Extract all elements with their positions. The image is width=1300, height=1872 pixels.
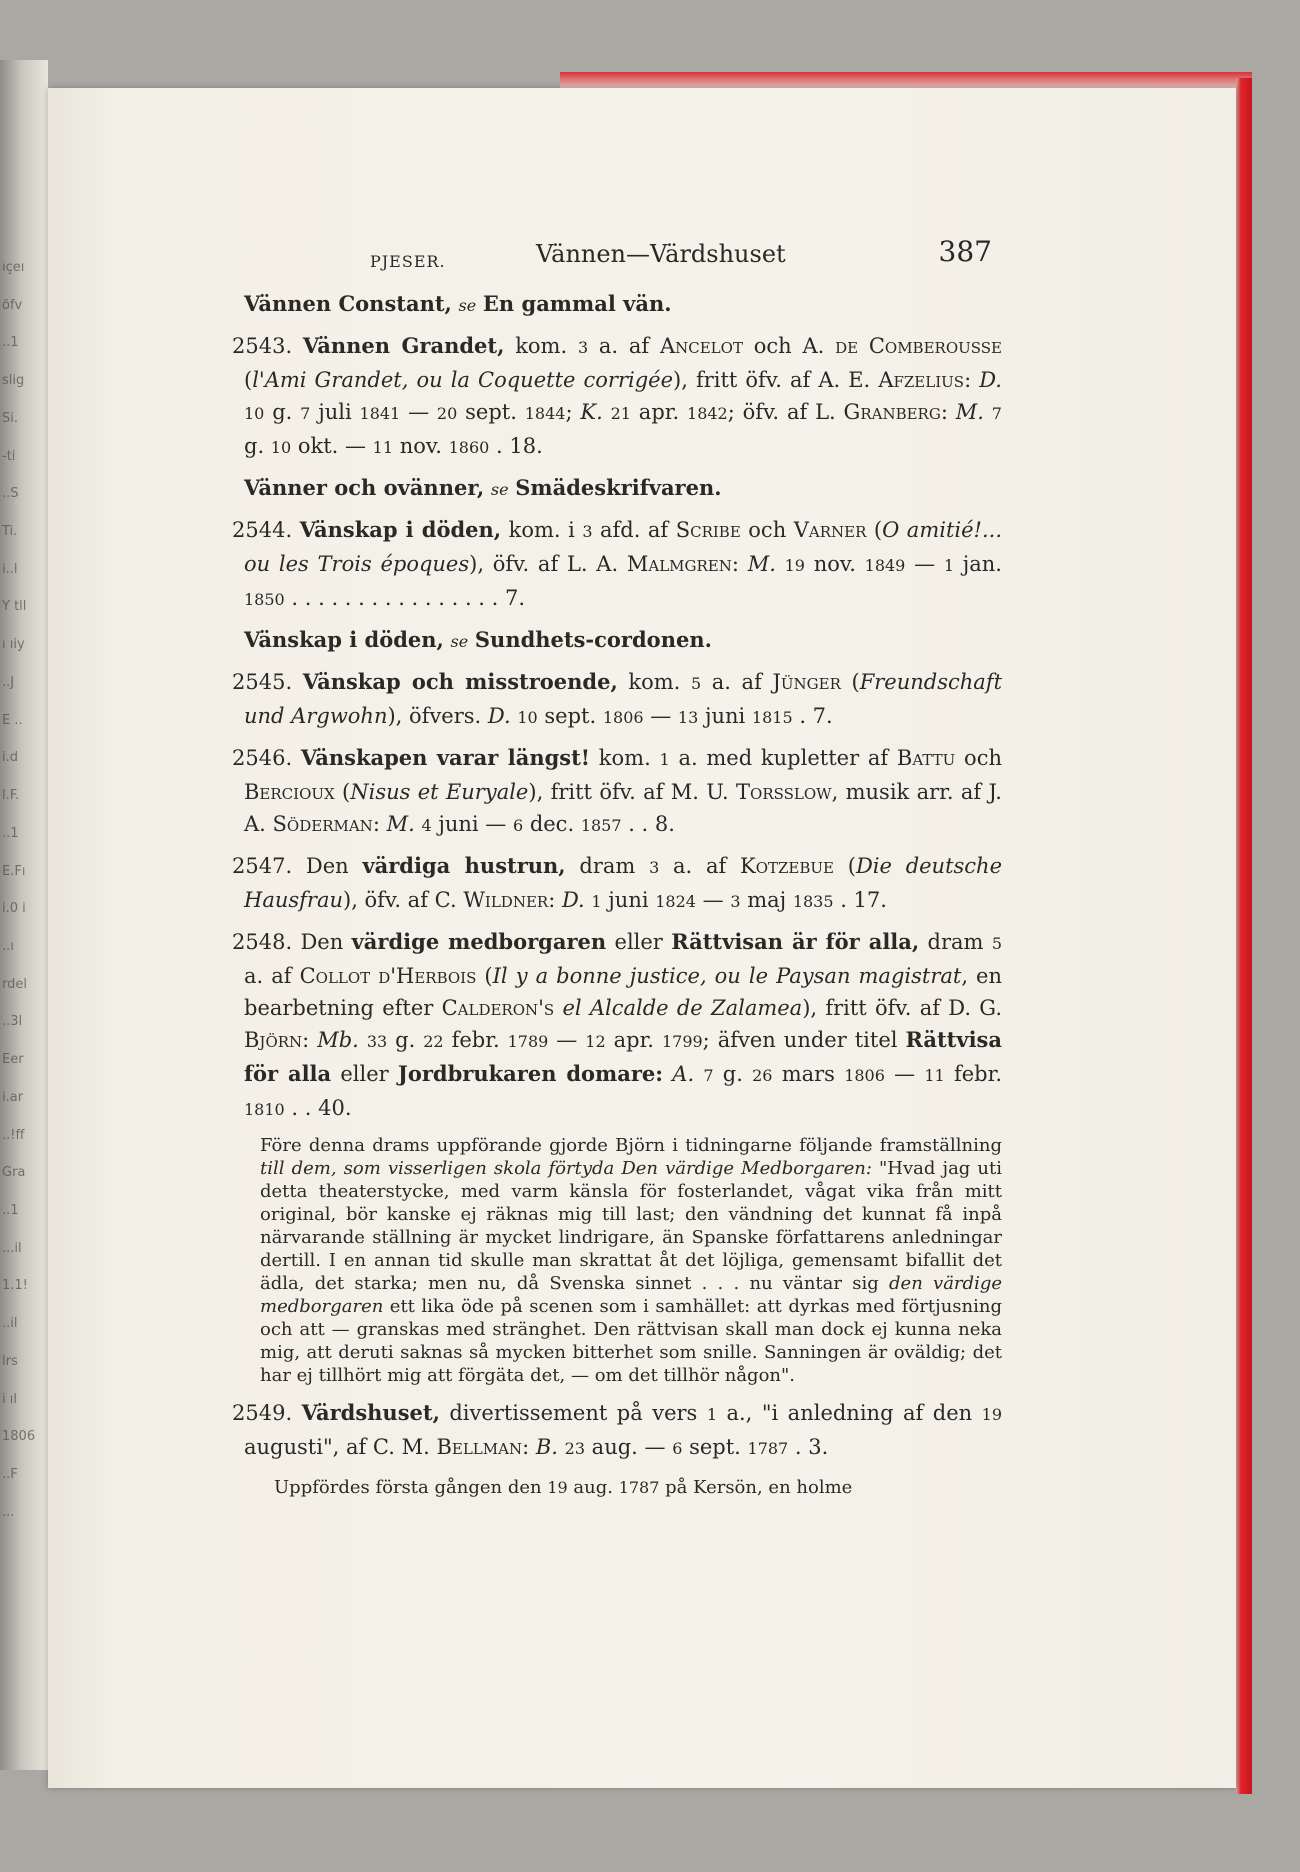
left-page-fragment: ...il	[2, 1240, 22, 1256]
cross-reference: Vänskap i döden, se Sundhets-cordonen.	[244, 627, 712, 652]
left-page-fragment: 1806	[2, 1429, 36, 1445]
left-page-fragment: ..3l	[2, 1014, 23, 1030]
left-page-fragment: ..J	[2, 674, 15, 690]
left-page-fragment: lrs	[2, 1353, 18, 1369]
entry-2549: 2549. Värdshuset, divertissement på vers 1 a., "i anledning af den 19 augusti", af C. M. Bellman: B. 23 aug. — 6 sept. 1787 . 3.	[232, 1400, 1003, 1459]
entry-2548-note: Före denna drams uppförande gjorde Björn i tidningarne följande framställning till dem, som visserligen skola förtyda Den värdige Medborgaren: "Hvad jag uti detta theaterstycke, med varm känsla för fosterlandet, vågat vika från mitt original, bör kanske ej räknas mig till last; den vändning det kunnat få inpå närvarande ställning är mycket lindrigare, än Spanske författarens anledningar dertill. I en annan tid skulle man skrattat åt det löjliga, gemensamt bifallit det ädla, det starka; men nu, då Svenska sinnet . . . nu väntar sig den värdige medborgaren ett lika öde på scenen som i samhället: att dyrkas med förtjusning och att — granskas med stränghet. Den rättvisan skall man dock ej kunna neka mig, att deruti saknas så mycken bitterhet som snille. Sanningen är oväldig; det har ej tillhört mig att förgäta det, — om det tillhör någon".	[260, 1135, 1003, 1386]
left-page-fragment: i ıl	[2, 1391, 17, 1407]
running-head-title: Vännen—Värdshuset	[536, 240, 786, 268]
entry-2544: 2544. Vänskap i döden, kom. i 3 afd. af Scribe och Varner (O amitié!... ou les Trois époques), öfv. af L. A. Malmgren: M. 19 nov. 1849 — 1 jan. 1850 . . . . . . . . . . . . . . . . 7.	[232, 517, 1003, 610]
red-page-edge	[1236, 78, 1252, 1794]
left-page-fragment: Gra	[2, 1165, 26, 1181]
left-page-fragments	[2, 260, 46, 1520]
entry-2546: 2546. Vänskapen varar längst! kom. 1 a. med kupletter af Battu och Bercioux (Nisus et Euryale), fritt öfv. af M. U. Torsslow, musik arr. af J. A. Söderman: M. 4 juni — 6 dec. 1857 . . 8.	[232, 745, 1002, 836]
left-page-fragment: E.Fı	[2, 863, 26, 879]
left-page-fragment: Eer	[2, 1052, 24, 1068]
left-page-fragment: slig	[2, 373, 25, 389]
left-page-fragment: ..S	[2, 486, 19, 502]
left-page-fragment: i.d	[2, 750, 18, 766]
left-page-fragment: 1.1!	[2, 1278, 28, 1294]
running-head	[232, 235, 1002, 278]
left-page-fragment: l.F.	[2, 788, 20, 804]
entry-2543: 2543. Vännen Grandet, kom. 3 a. af Ancelot och A. de Comberousse (l'Ami Grandet, ou la Coquette corrigée), fritt öfv. af A. E. Afzelius: D. 10 g. 7 juli 1841 — 20 sept. 1844; K. 21 apr. 1842; öfv. af L. Granberg: M. 7 g. 10 okt. — 11 nov. 1860 . 18.	[232, 333, 1003, 458]
left-page-fragment: -ti	[2, 448, 16, 464]
left-page-fragment: ..il	[2, 1316, 18, 1332]
entry-2547: 2547. Den värdiga hustrun, dram 3 a. af Kotzebue (Die deutsche Hausfrau), öfv. af C. Wildner: D. 1 juni 1824 — 3 maj 1835 . 17.	[232, 853, 1003, 912]
left-page-fragment: i.ar	[2, 1089, 24, 1105]
entry-2549-note: Uppfördes första gången den 19 aug. 1787 på Kersön, en holme	[274, 1477, 853, 1498]
left-page-fragment: Ti.	[2, 524, 18, 540]
left-page-fragment: ..!ff	[2, 1127, 25, 1143]
left-page-fragment: E ..	[2, 712, 23, 728]
left-page-fragment: i.0 i	[2, 901, 26, 917]
left-page-fragment: ..F	[2, 1467, 18, 1482]
left-page-fragment: öfv	[2, 297, 23, 313]
left-page-fragment: ıçeı	[2, 260, 25, 275]
left-page-fragment: ..ı	[2, 938, 14, 954]
left-page-fragment: Si.	[2, 410, 18, 426]
left-page-fragment: rdel	[2, 976, 27, 992]
cross-reference: Vännen Constant, se En gammal vän.	[244, 291, 672, 316]
left-page-fragment: ...	[2, 1504, 15, 1520]
left-page-fragment: ..1	[2, 1202, 19, 1218]
entry-2545: 2545. Vänskap och misstroende, kom. 5 a. af Jünger (Freundschaft und Argwohn), öfvers. D. 10 sept. 1806 — 13 juni 1815 . 7.	[232, 669, 1003, 728]
left-page-fragment: i..l	[2, 561, 18, 577]
page-content	[232, 235, 1003, 1501]
left-page-fragment: ..1	[2, 335, 19, 351]
entry-2548: 2548. Den värdige medborgaren eller Rättvisan är för alla, dram 5 a. af Collot d'Herbois (Il y a bonne justice, ou le Paysan magistrat, en bearbetning efter Calderon's el Alcalde de Zalamea), fritt öfv. af D. G. Björn: Mb. 33 g. 22 febr. 1789 — 12 apr. 1799; äfven under titel Rättvisa för alla eller Jordbrukaren domare: A. 7 g. 26 mars 1806 — 11 febr. 1810 . . 40.	[232, 929, 1003, 1120]
running-head-section: PJESER.	[370, 252, 446, 271]
page-number: 387	[938, 235, 992, 268]
left-page-fragment: Y tll	[2, 599, 27, 615]
left-page-fragment: ..1	[2, 825, 19, 841]
cross-reference: Vänner och ovänner, se Smädeskrifvaren.	[244, 475, 722, 500]
left-page-fragment: ı ıiy	[2, 637, 25, 653]
